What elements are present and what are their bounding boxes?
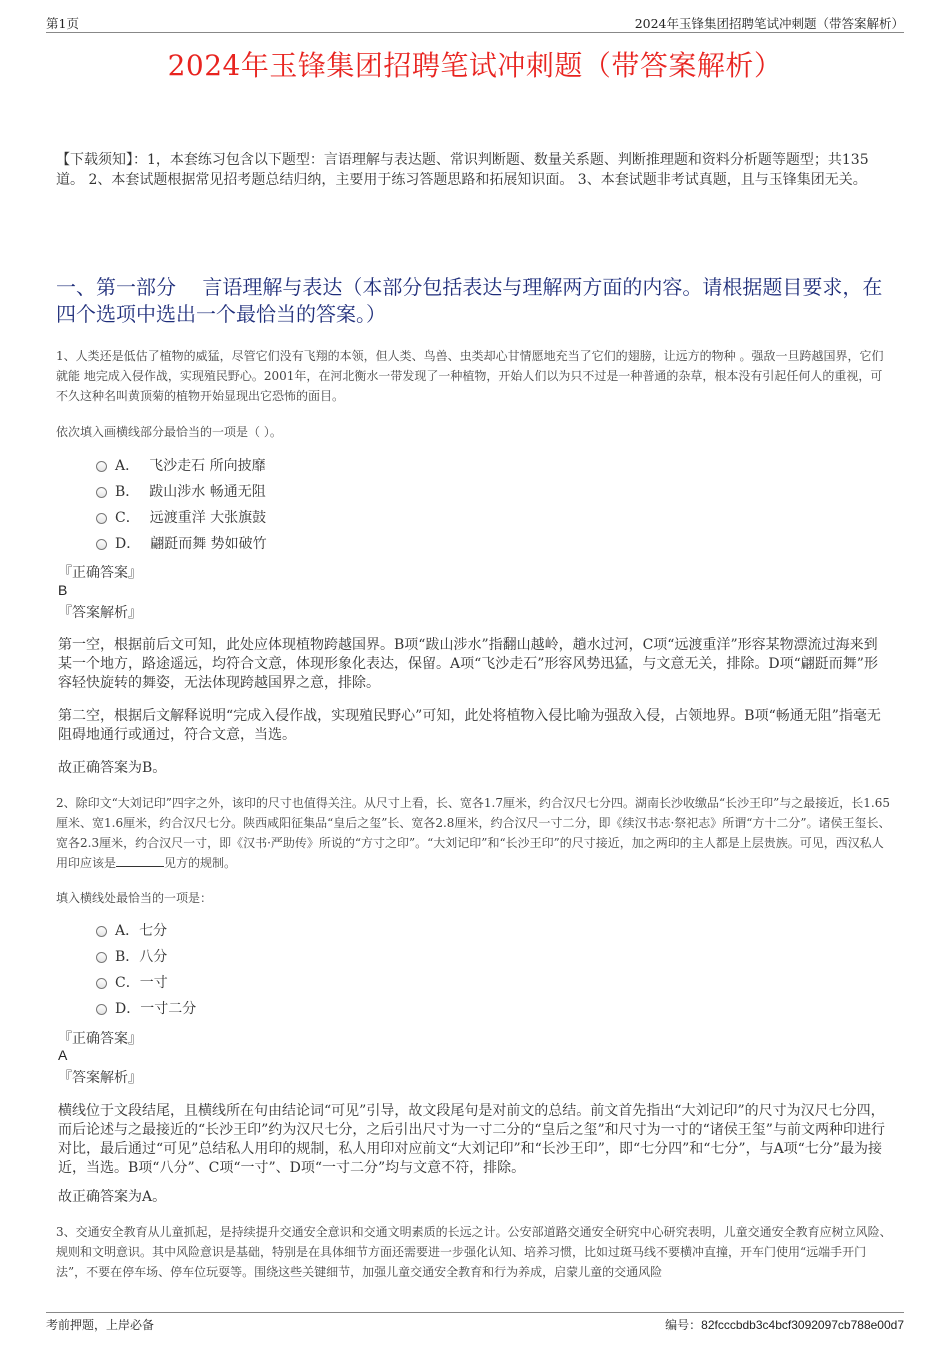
page-header [46,12,904,33]
page-number: 第1页 [46,16,79,31]
page-footer [46,1312,904,1333]
option-d[interactable]: D． 翩跹而舞 势如破竹 [96,531,267,557]
question-2-prompt: 填入横线处最恰当的一项是： [56,891,213,905]
question-2-options [96,918,196,1022]
header-doc-title: 2024年玉锋集团招聘笔试冲刺题（带答案解析） [634,16,904,31]
analysis-conclusion: 故正确答案为B。 [58,760,167,776]
analysis-label: 『答案解析』 [58,605,142,621]
correct-answer: A [58,1047,68,1063]
correct-answer-label: 『正确答案』 [58,565,142,581]
option-d[interactable]: D．一寸二分 [96,996,196,1022]
question-1-options [96,453,267,557]
analysis-conclusion: 故正确答案为A。 [58,1189,167,1205]
analysis-paragraph: 横线位于文段结尾，且横线所在句由结论词“可见”引导，故文段尾句是对前文的总结。前文首先指出“大刘记印”的尺寸为汉尺七分四，而后论述与之最接近的“长沙王印”约为汉尺七分，之后引出尺寸为一寸二分的“皇后之玺”和尺寸为一寸的“诸侯王玺”与前文两种印进行对比，最后通过“可见”总结私人用印的规制，私人用印对应前文“大刘记印”和“长沙王印”，即“七分四”和“七分”，与A项“七分”最为接近，当选。B项“八分”、C项“一寸”、D项“一寸二分”均与文意不符，排除。 [58,1103,885,1176]
radio-icon[interactable] [96,539,107,550]
analysis-paragraph: 第一空，根据前后文可知，此处应体现植物跨越国界。B项“跋山涉水”指翻山越岭，趟水过河，C项“远渡重洋”形容某物漂流过海来到某一个地方，路途遥远，均符合文意，体现形象化表达，保留。A项“飞沙走石”形容风势迅猛，与文意无关，排除。D项“翩跹而舞”形容轻快旋转的舞姿，无法体现跨越国界之意，排除。 [58,637,878,691]
analysis-paragraph: 第二空，根据后文解释说明“完成入侵作战，实现殖民野心”可知，此处将植物入侵比喻为强敌入侵，占领地界。B项“畅通无阻”指毫无阻碍地通行或通过，符合文意，当选。 [58,708,881,743]
question-1-prompt: 依次填入画横线部分最恰当的一项是（ ）。 [56,425,282,439]
download-notice: 【下载须知】：1，本套练习包含以下题型：言语理解与表达题、常识判断题、数量关系题、判断推理题和资料分析题等题型；共135道。 2、本套试题根据常见招考题总结归纳，主要用于练习答题思路和拓展知识面。 3、本套试题非考试真题，且与玉锋集团无关。 [56,152,869,188]
option-c[interactable]: C．一寸 [96,970,196,996]
section-heading: 一、第一部分 言语理解与表达（本部分包括表达与理解两方面的内容。请根据题目要求，在四个选项中选出一个最恰当的答案。） [56,275,883,326]
footer-slogan: 考前押题，上岸必备 [46,1318,155,1332]
correct-answer: B [58,582,68,598]
radio-icon[interactable] [96,461,107,472]
analysis-label: 『答案解析』 [58,1070,142,1086]
option-b[interactable]: B．八分 [96,944,196,970]
radio-icon[interactable] [96,952,107,963]
radio-icon[interactable] [96,1004,107,1015]
option-b[interactable]: B． 跋山涉水 畅通无阻 [96,479,267,505]
correct-answer-label: 『正确答案』 [58,1031,142,1047]
radio-icon[interactable] [96,926,107,937]
question-2-text: 2、除印文“大刘记印”四字之外，该印的尺寸也值得关注。从尺寸上看，长、宽各1.7厘米，约合汉尺七分四。湖南长沙收缴品“长沙王印”与之最接近，长1.65厘米、宽1.6厘米，约合汉尺七分。陕西咸阳征集品“皇后之玺”长、宽各2.8厘米，约合汉尺一寸二分，即《续汉书志·祭祀志》所谓“方十二分”。诸侯王玺长、宽各2.3厘米，约合汉尺一寸，即《汉书·严助传》所说的“方寸之印”。“大刘记印”和“长沙王印”的尺寸接近，加之两印的主人都是上层贵族。可见，西汉私人用印应该是 见方的规制。 [56,796,891,870]
question-1-text: 1、人类还是低估了植物的威猛，尽管它们没有飞翔的本领，但人类、鸟兽、虫类却心甘情愿地充当了它们的翅膀，让远方的物种 。强敌一旦跨越国界，它们就能 地完成入侵作战，实现殖民野心。2001年，在河北衡水一带发现了一种植物，开始人们以为只不过是一种普通的杂草，根本没有引起任何人的重视，可不久这种名叫黄顶菊的植物开始显现出它恐怖的面目。 [56,349,884,403]
option-a[interactable]: A．七分 [96,918,196,944]
radio-icon[interactable] [96,513,107,524]
option-a[interactable]: A． 飞沙走石 所向披靡 [96,453,267,479]
document-code: 编号：82fcccbdb3c4bcf3092097cb788e00d7 [665,1318,904,1332]
page-title: 2024年玉锋集团招聘笔试冲刺题（带答案解析） [167,49,783,82]
radio-icon[interactable] [96,978,107,989]
fill-blank [116,866,164,867]
question-3-text: 3、交通安全教育从儿童抓起，是持续提升交通安全意识和交通文明素质的长远之计。公安部道路交通安全研究中心研究表明，儿童交通安全教育应树立风险、规则和文明意识。其中风险意识是基础，特别是在具体细节方面还需要进一步强化认知、培养习惯，比如过斑马线不要横冲直撞，开车门使用“远端手开门法”，不要在停车场、停车位玩耍等。围绕这些关键细节，加强儿童交通安全教育和行为养成，启蒙儿童的交通风险 [56,1225,892,1279]
option-c[interactable]: C． 远渡重洋 大张旗鼓 [96,505,267,531]
radio-icon[interactable] [96,487,107,498]
